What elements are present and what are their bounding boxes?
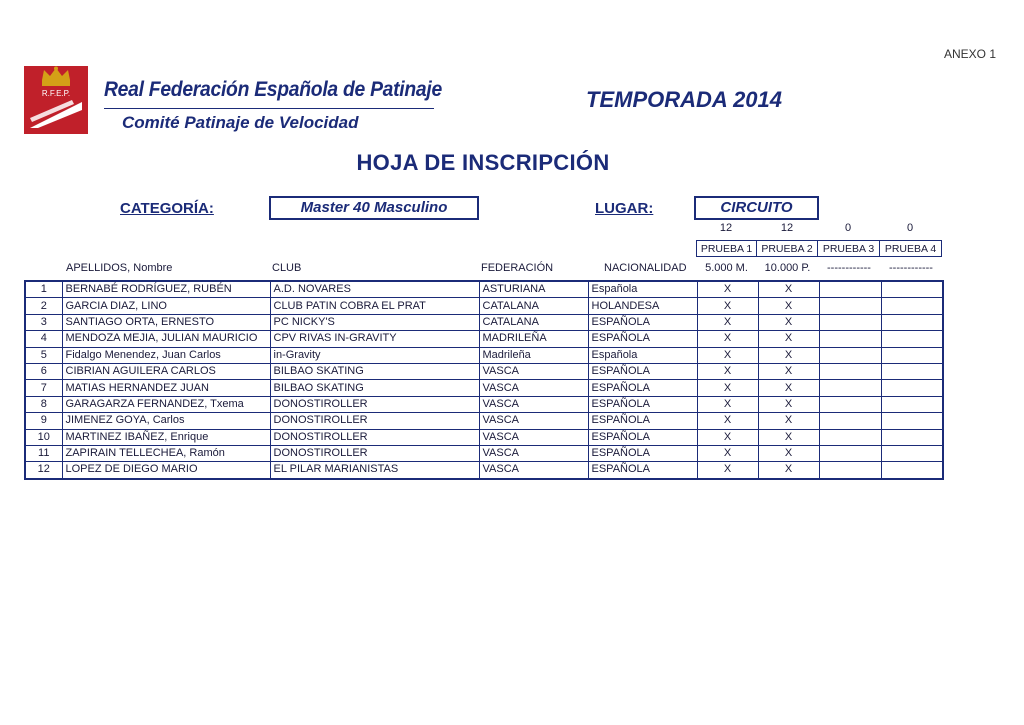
federation-name: VASCA [479, 413, 588, 429]
event-4-mark [881, 429, 943, 445]
federation-name: CATALANA [479, 298, 588, 314]
event-2-mark: X [758, 445, 819, 461]
nationality: ESPAÑOLA [588, 396, 697, 412]
table-row [25, 347, 943, 363]
event-1-mark: X [697, 331, 758, 347]
event-1-mark: X [697, 347, 758, 363]
row-number: 5 [25, 347, 62, 363]
event-2-mark: X [758, 462, 819, 479]
row-number: 12 [25, 462, 62, 479]
table-row [25, 445, 943, 461]
event-1-mark: X [697, 281, 758, 298]
event-1-mark: X [697, 413, 758, 429]
nationality: Española [588, 281, 697, 298]
row-number: 7 [25, 380, 62, 396]
event-3-mark [819, 363, 881, 379]
table-row [25, 429, 943, 445]
table-row [25, 413, 943, 429]
place-value: CIRCUITO [694, 196, 819, 220]
nationality: ESPAÑOLA [588, 462, 697, 479]
event-name: PRUEBA 4 [880, 240, 942, 257]
federation-name: MADRILEÑA [479, 331, 588, 347]
federation-name: ASTURIANA [479, 281, 588, 298]
athlete-name: Fidalgo Menendez, Juan Carlos [62, 347, 270, 363]
rfep-logo [24, 66, 88, 134]
row-number: 6 [25, 363, 62, 379]
event-4-mark [881, 445, 943, 461]
federation-name: CATALANA [479, 314, 588, 330]
season-title: TEMPORADA 2014 [586, 87, 783, 112]
event-4-mark [881, 298, 943, 314]
club-name: CLUB PATIN COBRA EL PRAT [270, 298, 479, 314]
athlete-name: CIBRIAN AGUILERA CARLOS [62, 363, 270, 379]
event-1-mark: X [697, 298, 758, 314]
federation-name: VASCA [479, 396, 588, 412]
table-row [25, 281, 943, 298]
athlete-name: JIMENEZ GOYA, Carlos [62, 413, 270, 429]
event-3-mark [819, 429, 881, 445]
table-row [25, 314, 943, 330]
federation-name: VASCA [479, 363, 588, 379]
nationality: ESPAÑOLA [588, 331, 697, 347]
header-nationality: NACIONALIDAD [604, 262, 687, 274]
table-row [25, 363, 943, 379]
event-count: 0 [906, 222, 914, 234]
event-name: PRUEBA 2 [757, 240, 818, 257]
annex-label: ANEXO 1 [943, 47, 996, 61]
event-3-mark [819, 462, 881, 479]
committee-name: Comité Patinaje de Velocidad [122, 113, 359, 132]
event-name: PRUEBA 1 [696, 240, 757, 257]
row-number: 3 [25, 314, 62, 330]
event-2-mark: X [758, 396, 819, 412]
row-number: 10 [25, 429, 62, 445]
header-name: APELLIDOS, Nombre [66, 262, 173, 274]
nationality: ESPAÑOLA [588, 380, 697, 396]
event-4-mark [881, 314, 943, 330]
athlete-name: LOPEZ DE DIEGO MARIO [62, 462, 270, 479]
event-3-mark [819, 445, 881, 461]
svg-text:R.F.E.P.: R.F.E.P. [41, 89, 71, 98]
event-1-mark: X [697, 363, 758, 379]
athlete-name: SANTIAGO ORTA, ERNESTO [62, 314, 270, 330]
federation-name: Madrileña [479, 347, 588, 363]
event-1-mark: X [697, 462, 758, 479]
club-name: A.D. NOVARES [270, 281, 479, 298]
event-4-mark [881, 347, 943, 363]
event-4-mark [881, 413, 943, 429]
event-distance: 5.000 M. [705, 262, 748, 274]
event-1-mark: X [697, 396, 758, 412]
sheet-title: HOJA DE INSCRIPCIÓN [356, 150, 610, 175]
category-value: Master 40 Masculino [269, 196, 479, 220]
event-name: PRUEBA 3 [818, 240, 880, 257]
event-count: 0 [844, 222, 852, 234]
event-distance: 10.000 P. [764, 262, 811, 274]
federation-name: VASCA [479, 462, 588, 479]
federation-name: Real Federación Española de Patinaje [104, 78, 442, 101]
event-1-mark: X [697, 314, 758, 330]
event-1-mark: X [697, 380, 758, 396]
athlete-name: GARAGARZA FERNANDEZ, Txema [62, 396, 270, 412]
table-row [25, 331, 943, 347]
club-name: DONOSTIROLLER [270, 396, 479, 412]
federation-underline [104, 108, 434, 109]
table-row [25, 396, 943, 412]
row-number: 9 [25, 413, 62, 429]
event-2-mark: X [758, 314, 819, 330]
nationality: ESPAÑOLA [588, 445, 697, 461]
athlete-name: BERNABÉ RODRÍGUEZ, RUBÉN [62, 281, 270, 298]
header-club: CLUB [272, 262, 302, 274]
row-number: 4 [25, 331, 62, 347]
event-3-mark [819, 413, 881, 429]
row-number: 2 [25, 298, 62, 314]
event-2-mark: X [758, 363, 819, 379]
event-2-mark: X [758, 298, 819, 314]
table-row [25, 298, 943, 314]
club-name: PC NICKY'S [270, 314, 479, 330]
event-count: 12 [719, 222, 733, 234]
event-3-mark [819, 281, 881, 298]
nationality: ESPAÑOLA [588, 314, 697, 330]
event-4-mark [881, 281, 943, 298]
nationality: Española [588, 347, 697, 363]
event-3-mark [819, 314, 881, 330]
athlete-name: ZAPIRAIN TELLECHEA, Ramón [62, 445, 270, 461]
table-row [25, 462, 943, 479]
event-1-mark: X [697, 429, 758, 445]
nationality: ESPAÑOLA [588, 413, 697, 429]
club-name: EL PILAR MARIANISTAS [270, 462, 479, 479]
event-3-mark [819, 380, 881, 396]
event-4-mark [881, 331, 943, 347]
event-3-mark [819, 396, 881, 412]
event-1-mark: X [697, 445, 758, 461]
event-2-mark: X [758, 281, 819, 298]
table-row [25, 380, 943, 396]
event-2-mark: X [758, 331, 819, 347]
federation-name: VASCA [479, 429, 588, 445]
federation-name: VASCA [479, 380, 588, 396]
event-count: 12 [780, 222, 794, 234]
event-distance: ------------ [889, 262, 933, 274]
athlete-name: MENDOZA MEJIA, JULIAN MAURICIO [62, 331, 270, 347]
nationality: HOLANDESA [588, 298, 697, 314]
event-2-mark: X [758, 347, 819, 363]
category-label: CATEGORÍA: [120, 200, 214, 217]
club-name: in-Gravity [270, 347, 479, 363]
event-4-mark [881, 363, 943, 379]
event-4-mark [881, 462, 943, 479]
header-federation: FEDERACIÓN [481, 262, 554, 274]
event-2-mark: X [758, 429, 819, 445]
event-3-mark [819, 298, 881, 314]
club-name: DONOSTIROLLER [270, 445, 479, 461]
federation-name: VASCA [479, 445, 588, 461]
nationality: ESPAÑOLA [588, 363, 697, 379]
club-name: DONOSTIROLLER [270, 429, 479, 445]
athlete-name: MATIAS HERNANDEZ JUAN [62, 380, 270, 396]
athlete-name: MARTINEZ IBAÑEZ, Enrique [62, 429, 270, 445]
athlete-name: GARCIA DIAZ, LINO [62, 298, 270, 314]
club-name: BILBAO SKATING [270, 363, 479, 379]
club-name: BILBAO SKATING [270, 380, 479, 396]
event-3-mark [819, 347, 881, 363]
event-2-mark: X [758, 380, 819, 396]
registration-table [24, 280, 944, 480]
nationality: ESPAÑOLA [588, 429, 697, 445]
club-name: DONOSTIROLLER [270, 413, 479, 429]
event-distance: ------------ [827, 262, 871, 274]
event-4-mark [881, 380, 943, 396]
club-name: CPV RIVAS IN-GRAVITY [270, 331, 479, 347]
place-label: LUGAR: [595, 200, 654, 217]
event-2-mark: X [758, 413, 819, 429]
row-number: 8 [25, 396, 62, 412]
row-number: 11 [25, 445, 62, 461]
event-4-mark [881, 396, 943, 412]
event-3-mark [819, 331, 881, 347]
row-number: 1 [25, 281, 62, 298]
